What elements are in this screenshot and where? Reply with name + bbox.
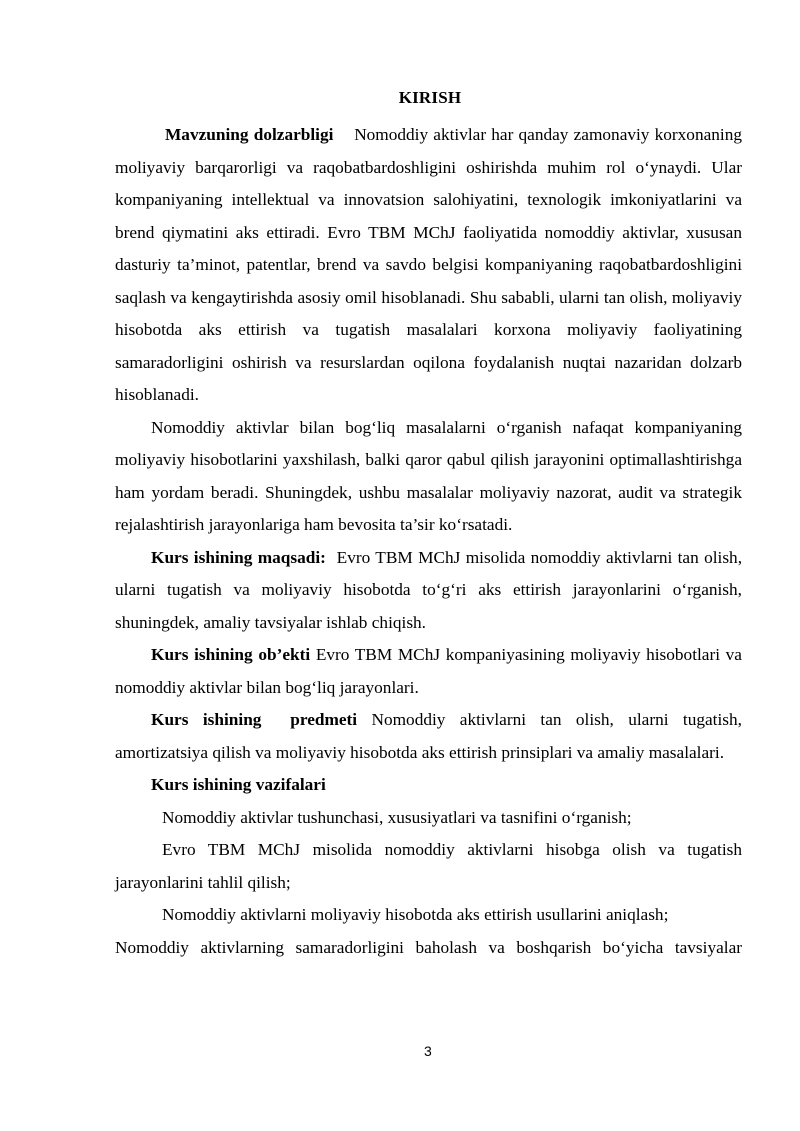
document-body [115,119,742,964]
task-item: Nomoddiy aktivlarni moliyaviy hisobotda aks ettirish usullarini aniqlash; [162,905,669,924]
goal-paragraph [115,542,742,640]
tasks-heading-paragraph [115,769,742,802]
relevance-label: Mavzuning dolzarbligi [165,125,334,144]
subject-text: Nomoddiy aktivlarni tan olish, ularni tugatish, amortizatsiya qilish va moliyaviy hisobotda aks ettirish prinsiplari va amaliy masalalari. [115,710,742,762]
tasks-label: Kurs ishining vazifalari [151,775,326,794]
subject-paragraph [115,704,742,769]
object-paragraph [115,639,742,704]
page-title: KIRISH [398,88,462,107]
page-number: 3 [424,1043,432,1059]
object-text: Evro TBM MChJ kompaniyasining moliyaviy hisobotlari va nomoddiy aktivlar bilan bog‘liq jarayonlari. [115,645,742,697]
object-label: Kurs ishining ob’ekti [151,645,311,664]
task-item: Nomoddiy aktivlar tushunchasi, xususiyatlari va tasnifini o‘rganish; [162,807,632,827]
relevance-text: Nomoddiy aktivlar har qanday zamonaviy korxonaning moliyaviy barqarorligi va raqobatbardoshligini oshirishda muhim rol o‘ynaydi. Ular kompaniyaning intellektual va innovatsion salohiyatini, texnologik imkoniyatlarini va brend qiymatini aks ettiradi. Evro TBM MChJ faoliyatida nomoddiy aktivlar, xususan dasturiy ta’minot, patentlar, brend va savdo belgisi kompaniyaning raqobatbardoshligini saqlash va kengaytirishda asosiy omil hisoblanadi. Shu sababli, ularni tan olish, moliyaviy hisobotda aks ettirish va tugatish masalalari korxona moliyaviy faoliyatining samaradorligini oshirish va resurslardan oqilona foydalanish nuqtai nazaridan dolzarb hisoblanadi. [115,125,742,404]
paragraph-2: Nomoddiy aktivlar bilan bog‘liq masalalarni o‘rganish nafaqat kompaniyaning moliyaviy hisobotlarini yaxshilash, balki qaror qabul qilish jarayonini optimallashtirishga ham yordam beradi. Shuningdek, ushbu masalalar moliyaviy nazorat, audit va strategik rejalashtirish jarayonlariga ham bevosita ta’sir ko‘rsatadi. [115,417,742,534]
goal-label: Kurs ishining maqsadi: [151,547,326,567]
relevance-paragraph [115,119,742,412]
goal-text: Evro TBM MChJ misolida nomoddiy aktivlarni tan olish, ularni tugatish va moliyaviy hisobotda to‘g‘ri aks ettirish jarayonlarini o‘rganish, shuningdek, amaliy tavsiyalar ishlab chiqish. [115,547,743,632]
task-item: Evro TBM MChJ misolida nomoddiy aktivlarni hisobga olish va tugatish jarayonlarini tahlil qilish; [115,840,742,892]
task-item: Nomoddiy aktivlarning samaradorligini baholash va boshqarish bo‘yicha tavsiyalar [115,937,742,957]
subject-label: Kurs ishining predmeti [151,710,358,729]
